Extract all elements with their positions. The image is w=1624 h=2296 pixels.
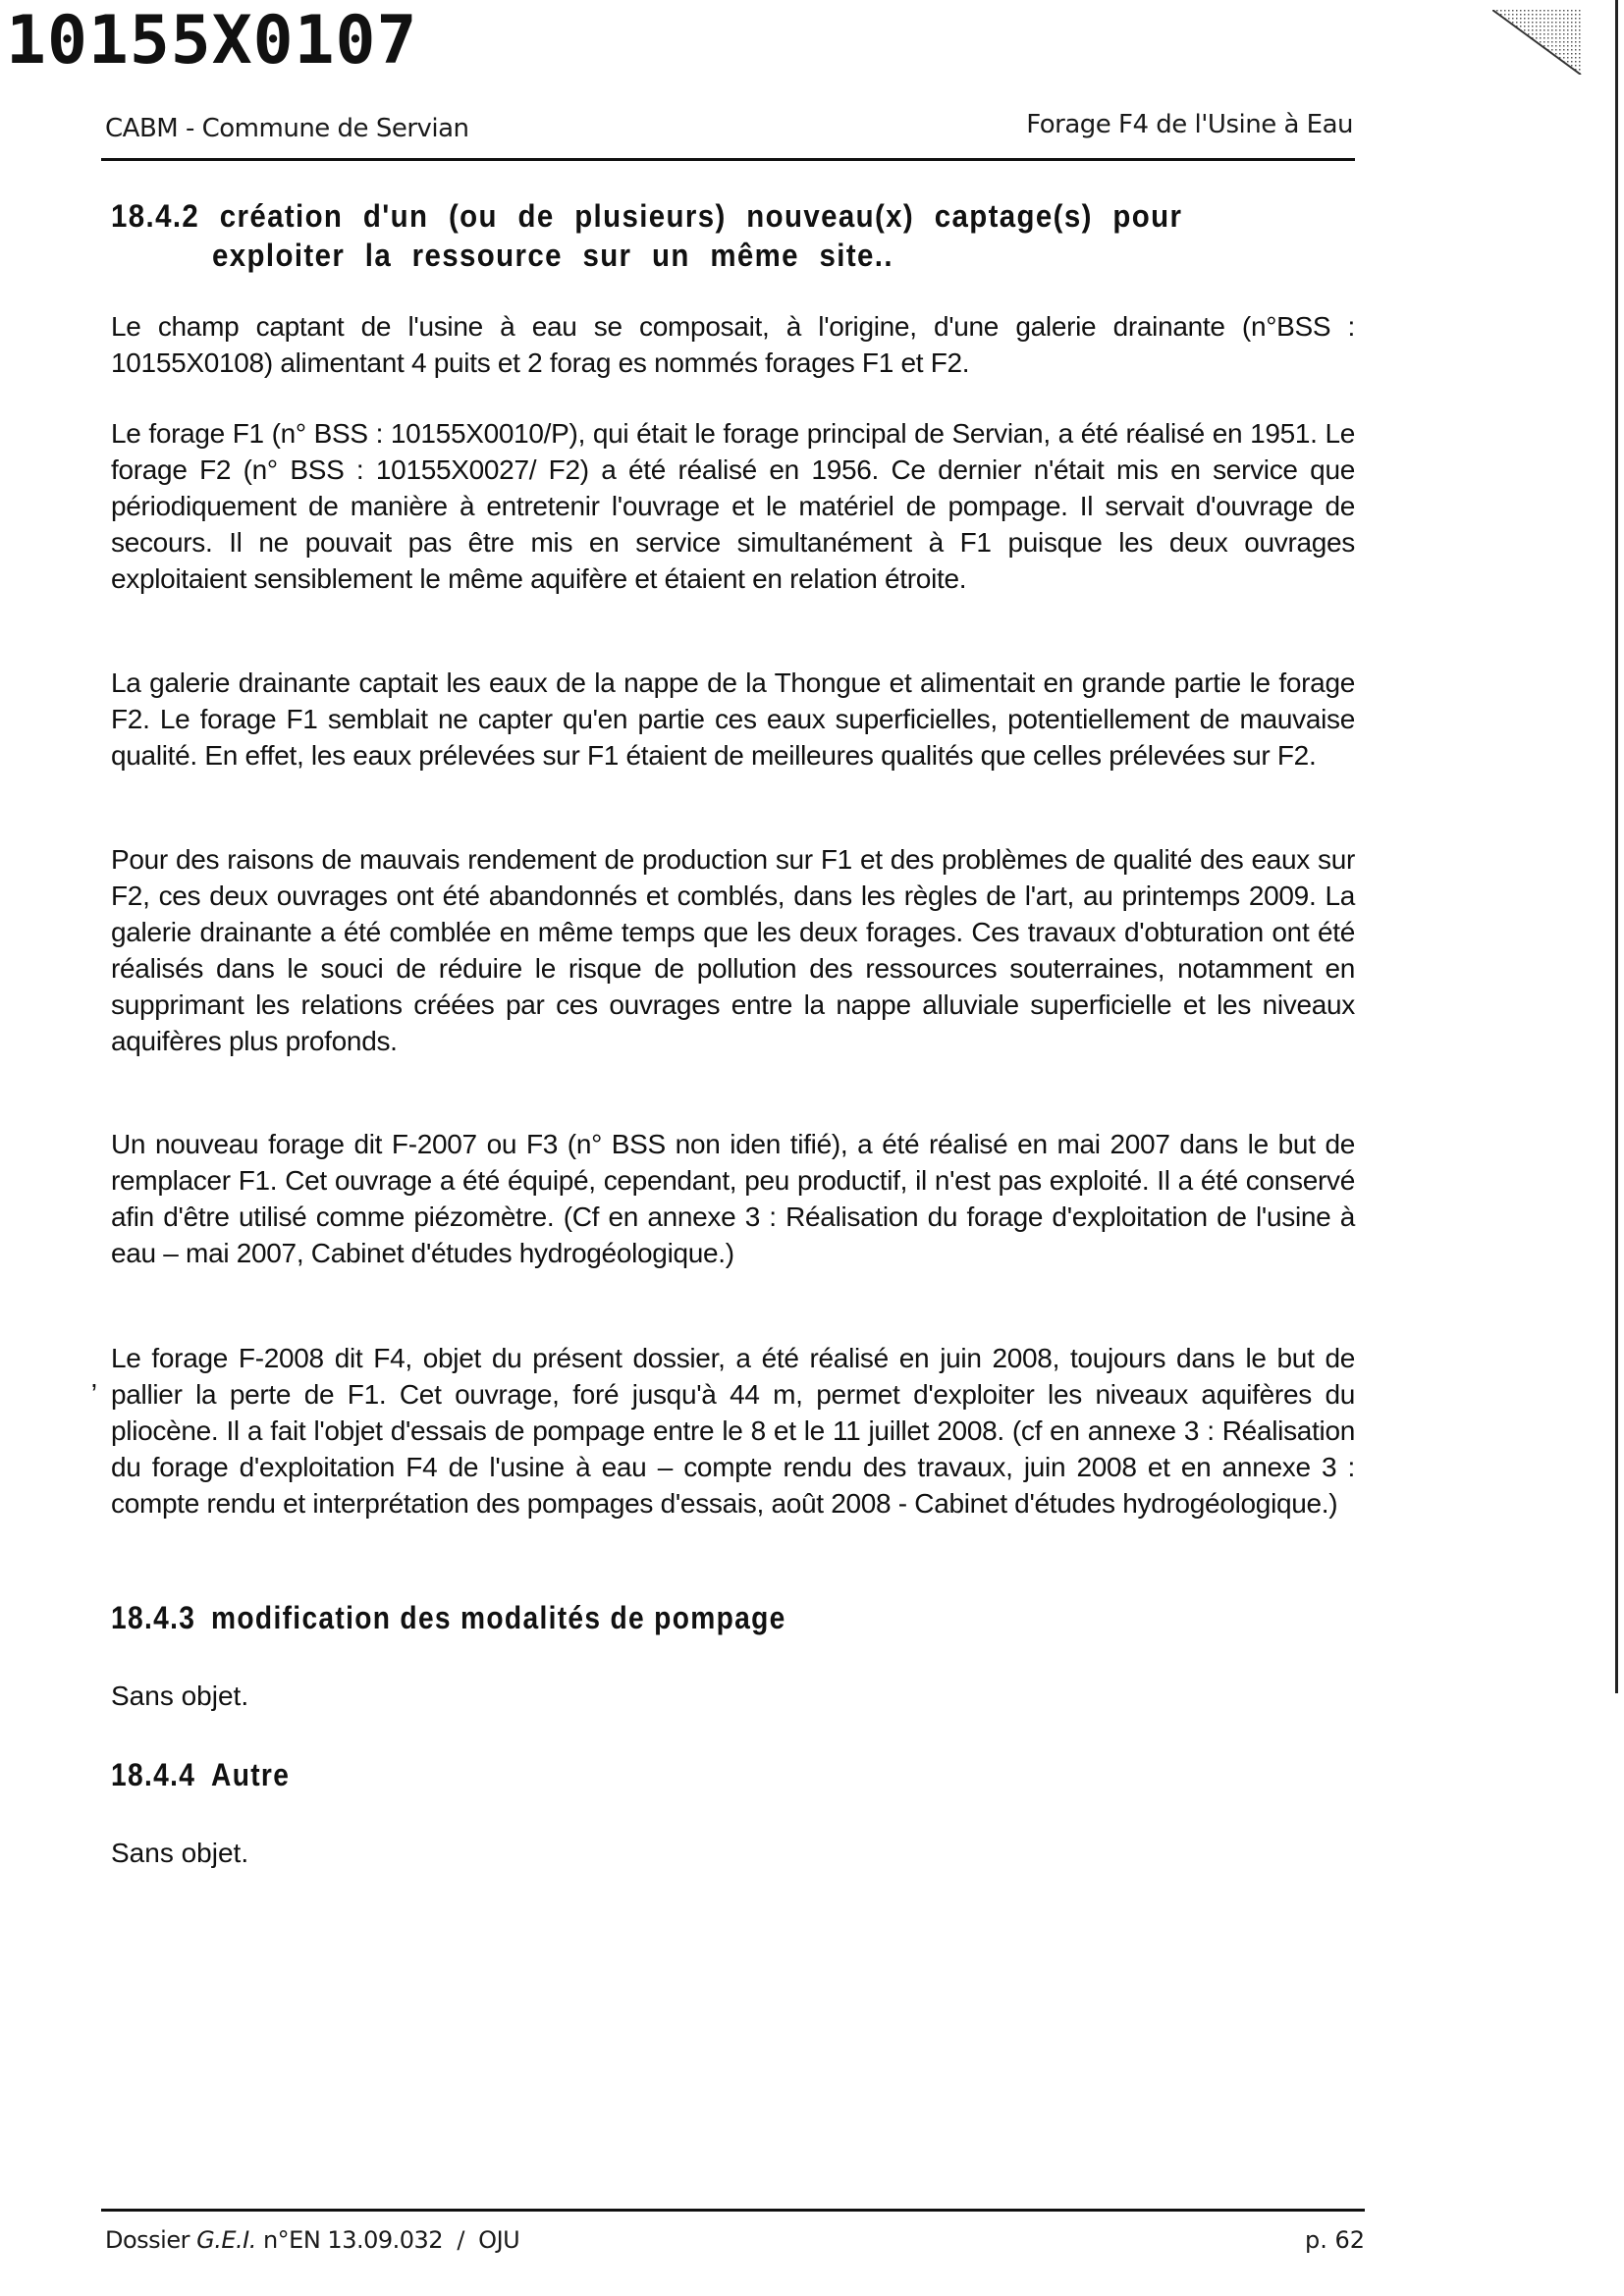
footer-rule — [101, 2209, 1365, 2212]
section-number: 18.4.4 — [111, 1757, 196, 1792]
paragraph: Le champ captant de l'usine à eau se composait, à l'origine, d'une galerie drainante (n°BSS : 10155X0108) alimentant 4 puits et 2 forag es nommés forages F1 et F2. — [111, 311, 1355, 378]
folded-corner-artifact — [1492, 10, 1583, 75]
scan-edge-line — [1615, 0, 1618, 1693]
paragraph: Le forage F-2008 dit F4, objet du présent dossier, a été réalisé en juin 2008, toujours dans le but de pallier la perte de F1. Cet ouvrage, foré jusqu'à 44 m, permet d'exploiter les niveaux aquifères du pliocène. Il a fait l'objet d'essais de pompage entre le 8 et le 11 juillet 2008. (cf en annexe 3 : Réalisation du forage d'exploitation F4 de l'usine à eau – compte rendu des travaux, juin 2008 et en annexe 3 : compte rendu et interprétation des pompages d'essais, août 2008 - Cabinet d'études hydrogéologique.) — [111, 1343, 1355, 1519]
header-right: Forage F4 de l'Usine à Eau — [1026, 110, 1353, 139]
section-title: modification des modalités de pompage — [211, 1600, 786, 1635]
stray-mark: , — [90, 1362, 98, 1393]
section-number: 18.4.3 — [111, 1600, 196, 1635]
document-id: 10155X0107 — [6, 2, 418, 80]
section-number: 18.4.2 — [111, 198, 200, 234]
paragraph: La galerie drainante captait les eaux de la nappe de la Thongue et alimentait en grande partie le forage F2. Le forage F1 semblait ne capter qu'en partie ces eaux superficielles, potentiellement de mauvaise qualité. En effet, les eaux prélevées sur F1 étaient de meilleures qualités que celles prélevées sur F2. — [111, 667, 1355, 771]
footer-reference — [105, 2226, 519, 2254]
paragraph: Un nouveau forage dit F-2007 ou F3 (n° BSS non iden tifié), a été réalisé en mai 2007 dans le but de remplacer F1. Cet ouvrage a été équipé, cependant, peu productif, il n'est pas exploité. Il a été conservé afin d'être utilisé comme piézomètre. (Cf en annexe 3 : Réalisation du forage d'exploitation de l'usine à eau – mai 2007, Cabinet d'études hydrogéologique.) — [111, 1129, 1355, 1268]
paragraph: Le forage F1 (n° BSS : 10155X0010/P), qui était le forage principal de Servian, a été réalisé en 1951. Le forage F2 (n° BSS : 10155X0027/ F2) a été réalisé en 1956. Ce dernier n'était mis en service que périodiquement de manière à entretenir l'ouvrage et le matériel de pompage. Il servait d'ouvrage de secours. Il ne pouvait pas être mis en service simultanément à F1 puisque les deux ouvrages exploitaient sensiblement le même aquifère et étaient en relation étroite. — [111, 418, 1355, 594]
header-rule — [101, 158, 1355, 161]
section-body: Sans objet. — [111, 1681, 249, 1711]
footer-prefix: Dossier — [105, 2226, 197, 2254]
section-body: Sans objet. — [111, 1838, 249, 1868]
section-heading-18-4-2 — [111, 196, 1256, 275]
footer-ref: n°EN 13.09.032 / OJU — [255, 2226, 520, 2254]
header-left: CABM - Commune de Servian — [105, 114, 469, 143]
page-number: p. 62 — [1304, 2226, 1365, 2254]
section-heading-18-4-4 — [111, 1757, 290, 1793]
section-title: Autre — [211, 1757, 291, 1792]
section-title-line2: exploiter la ressource sur un même site.. — [212, 238, 893, 273]
section-heading-18-4-3 — [111, 1600, 786, 1636]
section-title-line1: création d'un (ou de plusieurs) nouveau(x) captage(s) pour — [219, 198, 1183, 234]
paragraph: Pour des raisons de mauvais rendement de production sur F1 et des problèmes de qualité des eaux sur F2, ces deux ouvrages ont été abandonnés et comblés, dans les règles de l'art, au printemps 2009. La galerie drainante a été comblée en même temps que les deux forages. Ces travaux d'obturation ont été réalisés dans le souci de réduire le risque de pollution des ressources souterraines, notamment en supprimant les relations créées par ces ouvrages entre la nappe alluviale superficielle et les niveaux aquifères plus profonds. — [111, 844, 1355, 1056]
footer-gei: G.E.I. — [196, 2226, 256, 2254]
